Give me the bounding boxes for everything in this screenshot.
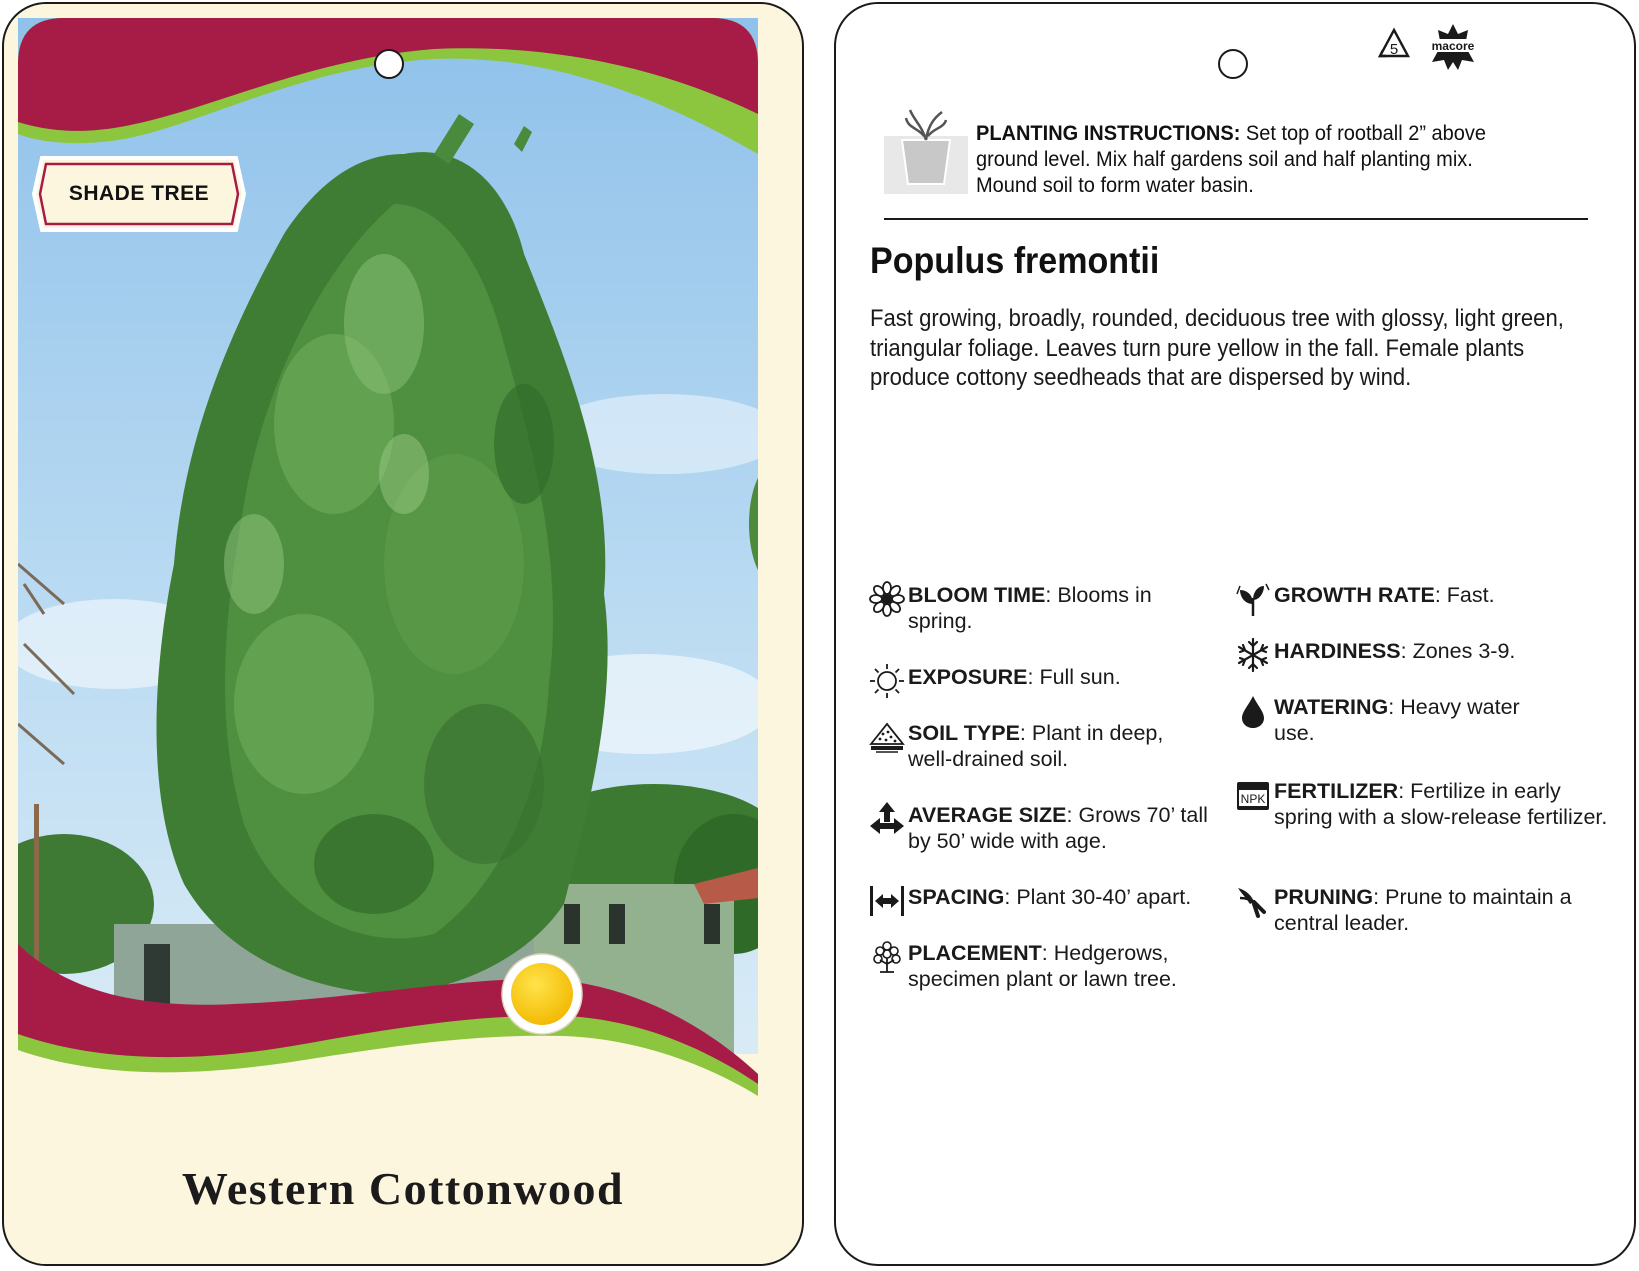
- hang-hole: [1218, 49, 1248, 79]
- hang-hole: [374, 49, 404, 79]
- attr-soil-type: SOIL TYPE: Plant in deep, well-drained soil.: [868, 720, 1208, 772]
- npk-bag-icon: [1234, 776, 1272, 814]
- front-tag: [2, 2, 804, 1266]
- botanical-name: Populus fremontii: [870, 240, 1160, 281]
- planting-text: Set top of rootball 2” above ground level. Mix half gardens soil and half planting mix. Mound soil to form water basin.: [976, 121, 1487, 197]
- divider: [884, 218, 1588, 220]
- flower-icon: [868, 580, 906, 618]
- water-drop-icon: [1234, 692, 1272, 730]
- attr-fertilizer: NPK FERTILIZER: Fertilize in early spring with a slow-release fertilizer.: [1234, 778, 1614, 830]
- svg-text:NPK: NPK: [1240, 792, 1266, 806]
- attr-hardiness: HARDINESS: Zones 3-9.: [1234, 638, 1614, 674]
- plant-description: Fast growing, broadly, rounded, deciduous tree with glossy, light green, triangular foliage. Leaves turn pure yellow in the fall. Female plants produce cottony seedheads that are dispersed by wind.: [870, 305, 1564, 391]
- recycle-brand-marks: [1374, 22, 1494, 72]
- sun-outline-icon: [868, 662, 906, 700]
- soil-pile-icon: [868, 718, 906, 756]
- spacing-arrows-icon: [868, 882, 906, 920]
- sprout-icon: [1234, 580, 1272, 618]
- attr-growth-rate: GROWTH RATE: Fast.: [1234, 582, 1614, 618]
- pruners-icon: [1234, 882, 1272, 920]
- attr-average-size: AVERAGE SIZE: Grows 70’ tall by 50’ wide with age.: [868, 802, 1208, 854]
- back-tag: [834, 2, 1636, 1266]
- brand-logo: [1422, 22, 1484, 70]
- size-arrows-icon: [868, 800, 906, 838]
- potted-plant-icon: [884, 106, 968, 196]
- recycle-icon: [1374, 26, 1414, 66]
- attr-bloom-time: BLOOM TIME: Blooms in spring.: [868, 582, 1208, 634]
- svg-text:macore: macore: [1431, 39, 1475, 53]
- attr-pruning: PRUNING: Prune to maintain a central leader.: [1234, 884, 1614, 936]
- common-name: Western Cottonwood: [181, 1163, 625, 1214]
- planting-label: PLANTING INSTRUCTIONS:: [976, 121, 1241, 145]
- planting-instructions: [884, 106, 1584, 206]
- snowflake-icon: [1234, 636, 1272, 674]
- attr-spacing: SPACING: Plant 30-40’ apart.: [868, 884, 1228, 920]
- category-label: SHADE TREE: [68, 182, 210, 205]
- category-badge: [32, 156, 246, 232]
- shrub-icon: [868, 938, 906, 976]
- attr-placement: PLACEMENT: Hedgerows, specimen plant or lawn tree.: [868, 940, 1208, 992]
- attr-watering: WATERING: Heavy water use.: [1234, 694, 1564, 746]
- svg-text:5: 5: [1389, 41, 1399, 58]
- attr-exposure: EXPOSURE: Full sun.: [868, 664, 1208, 700]
